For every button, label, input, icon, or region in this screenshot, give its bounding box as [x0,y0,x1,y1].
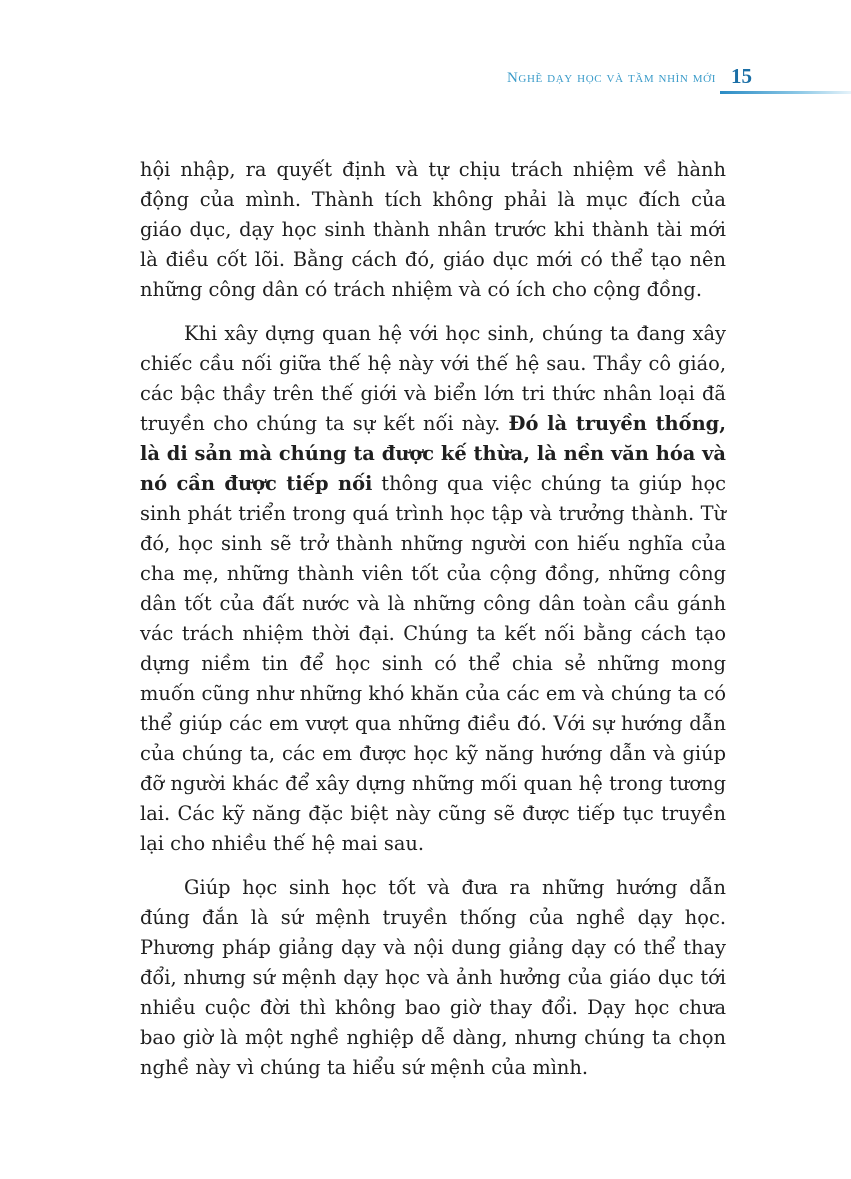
paragraph-text-after-emphasis: thông qua việc chúng ta giúp học sinh phát triển trong quá trình học tập và trưởng thành. Từ đó, học sinh sẽ trở thành những người con hiếu nghĩa của cha mẹ, những thành viên tốt của cộng đồng, những công dân tốt của đất nước và là những công dân toàn cầu gánh vác trách nhiệm thời đại. Chúng ta kết nối bằng cách tạo dựng niềm tin để học sinh có thể chia sẻ những mong muốn cũng như những khó khăn của các em và chúng ta có thể giúp các em vượt qua những điều đó. Với sự hướng dẫn của chúng ta, các em được học kỹ năng hướng dẫn và giúp đỡ người khác để xây dựng những mối quan hệ trong tương lai. Các kỹ năng đặc biệt này cũng sẽ được tiếp tục truyền lại cho nhiều thế hệ mai sau. [140,472,726,855]
body-text [140,155,726,1083]
paragraph-teaching-mission: Giúp học sinh học tốt và đưa ra những hướng dẫn đúng đắn là sứ mệnh truyền thống của nghề dạy học. Phương pháp giảng dạy và nội dung giảng dạy có thể thay đổi, nhưng sứ mệnh dạy học và ảnh hưởng của giáo dục tới nhiều cuộc đời thì không bao giờ thay đổi. Dạy học chưa bao giờ là một nghề nghiệp dễ dàng, nhưng chúng ta chọn nghề này vì chúng ta hiểu sứ mệnh của mình. [140,876,726,1079]
paragraph-text-before-emphasis: Khi xây dựng quan hệ với học sinh, chúng ta đang xây chiếc cầu nối giữa thế hệ này với thế hệ sau. Thầy cô giáo, các bậc thầy trên thế giới và biển lớn tri thức nhân loại đã truyền cho chúng ta sự kết nối này. [140,322,726,435]
running-header [0,64,851,96]
paragraph-teacher-student-relationship [140,319,726,859]
header-rule [720,91,851,94]
paragraph-continued: hội nhập, ra quyết định và tự chịu trách nhiệm về hành động của mình. Thành tích không phải là mục đích của giáo dục, dạy học sinh thành nhân trước khi thành tài mới là điều cốt lõi. Bằng cách đó, giáo dục mới có thể tạo nên những công dân có trách nhiệm và có ích cho cộng đồng. [140,158,726,301]
emphasized-text: Đó là truyền thống, là di sản mà chúng ta được kế thừa, là nền văn hóa và nó cần được tiếp nối [140,412,726,495]
page-number: 15 [731,64,752,88]
running-header-title: Nghề dạy học và tầm nhìn mới [506,70,716,86]
